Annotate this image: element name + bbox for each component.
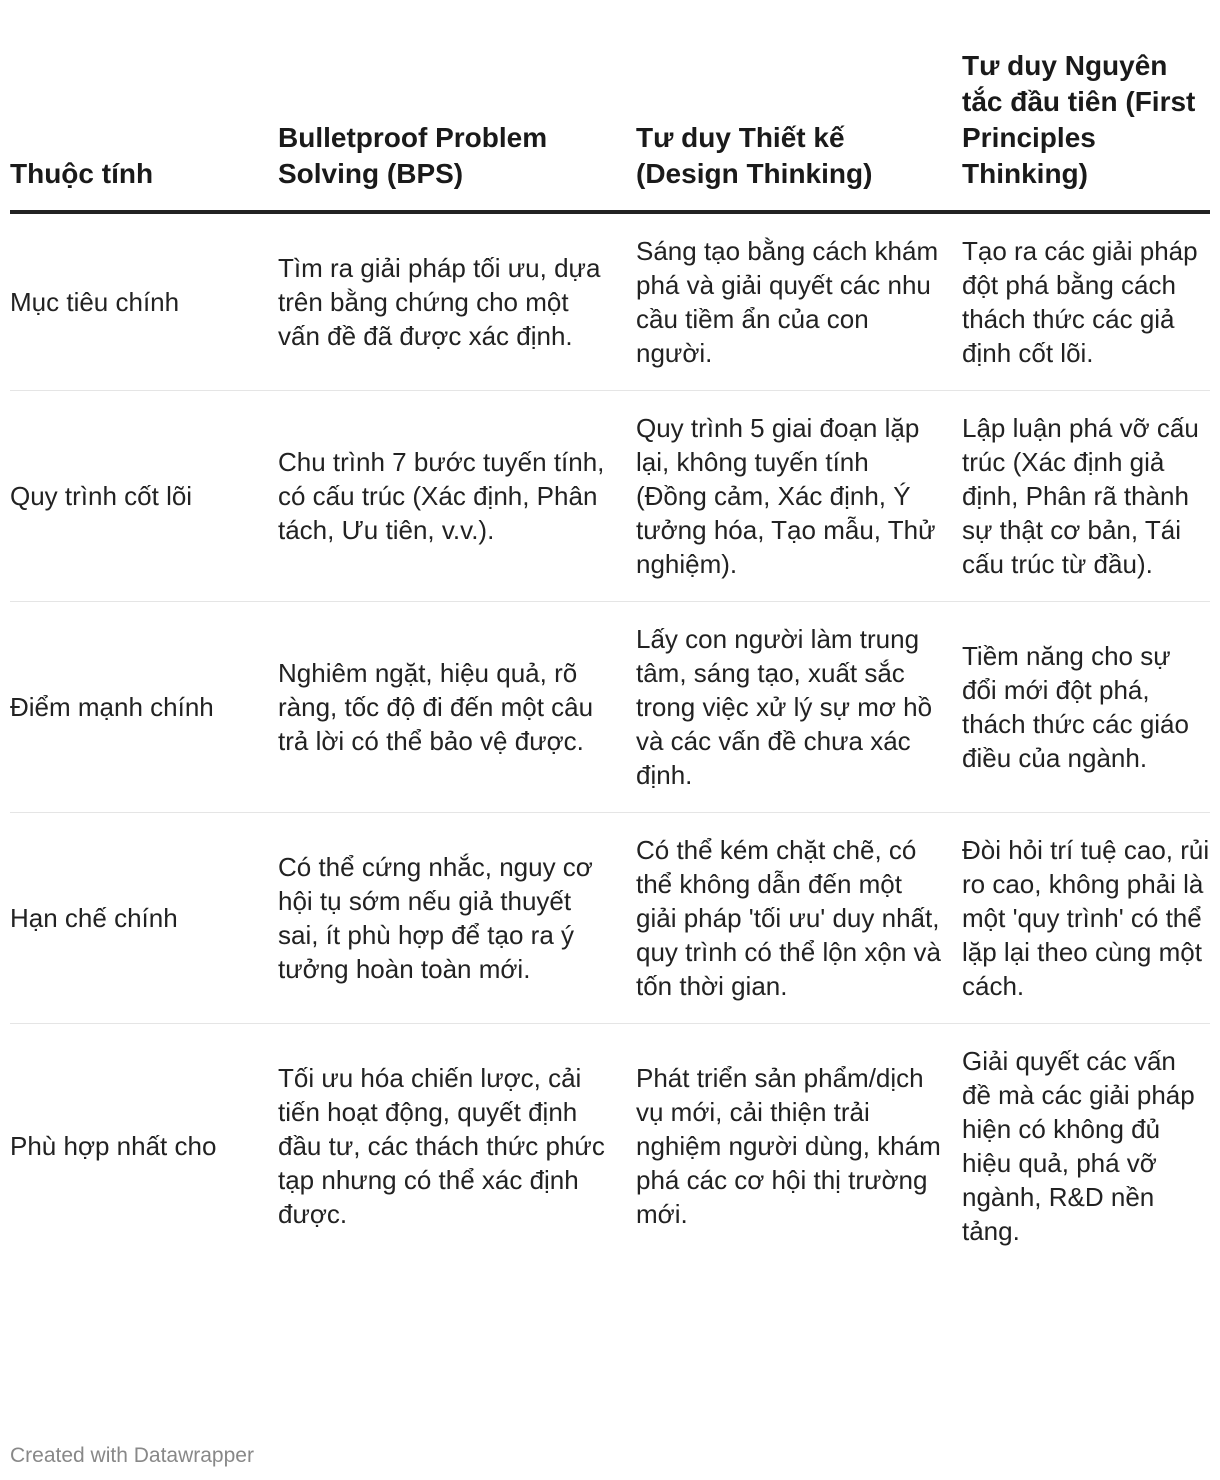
design-thinking-cell: Lấy con người làm trung tâm, sáng tạo, xuất sắc trong việc xử lý sự mơ hồ và các vấn đề chưa xác định. bbox=[636, 602, 962, 813]
table-header-row bbox=[10, 40, 1210, 212]
first-principles-cell: Tiềm năng cho sự đổi mới đột phá, thách thức các giáo điều của ngành. bbox=[962, 602, 1210, 813]
row-attribute-cell: Hạn chế chính bbox=[10, 813, 278, 1024]
bps-cell: Chu trình 7 bước tuyến tính, có cấu trúc (Xác định, Phân tách, Ưu tiên, v.v.). bbox=[278, 391, 636, 602]
column-header-design-thinking: Tư duy Thiết kế (Design Thinking) bbox=[636, 40, 962, 212]
table-row bbox=[10, 813, 1210, 1024]
column-header-attribute: Thuộc tính bbox=[10, 40, 278, 212]
first-principles-cell: Tạo ra các giải pháp đột phá bằng cách thách thức các giả định cốt lõi. bbox=[962, 212, 1210, 391]
row-attribute-cell: Phù hợp nhất cho bbox=[10, 1131, 217, 1161]
comparison-table bbox=[10, 40, 1210, 1268]
row-attribute-cell: Điểm mạnh chính bbox=[10, 602, 278, 813]
first-principles-cell: Lập luận phá vỡ cấu trúc (Xác định giả định, Phân rã thành sự thật cơ bản, Tái cấu trúc từ đầu). bbox=[962, 391, 1210, 602]
column-header-bps: Bulletproof Problem Solving (BPS) bbox=[278, 40, 636, 212]
bps-cell: Tìm ra giải pháp tối ưu, dựa trên bằng chứng cho một vấn đề đã được xác định. bbox=[278, 212, 636, 391]
column-header-first-principles: Tư duy Nguyên tắc đầu tiên (First Principles Thinking) bbox=[962, 40, 1210, 212]
design-thinking-cell: Có thể kém chặt chẽ, có thể không dẫn đến một giải pháp 'tối ưu' duy nhất, quy trình có thể lộn xộn và tốn thời gian. bbox=[636, 813, 962, 1024]
bps-cell: Có thể cứng nhắc, nguy cơ hội tụ sớm nếu giả thuyết sai, ít phù hợp để tạo ra ý tưởng hoàn toàn mới. bbox=[278, 813, 636, 1024]
bps-cell: Nghiêm ngặt, hiệu quả, rõ ràng, tốc độ đi đến một câu trả lời có thể bảo vệ được. bbox=[278, 602, 636, 813]
datawrapper-credit: Created with Datawrapper bbox=[10, 1444, 254, 1467]
design-thinking-cell: Quy trình 5 giai đoạn lặp lại, không tuyến tính (Đồng cảm, Xác định, Ý tưởng hóa, Tạo mẫu, Thử nghiệm). bbox=[636, 391, 962, 602]
first-principles-cell: Đòi hỏi trí tuệ cao, rủi ro cao, không phải là một 'quy trình' có thể lặp lại theo cùng một cách. bbox=[962, 813, 1210, 1024]
row-attribute-cell: Mục tiêu chính bbox=[10, 212, 278, 391]
first-principles-cell: Giải quyết các vấn đề mà các giải pháp hiện có không đủ hiệu quả, phá vỡ ngành, R&D nền tảng. bbox=[962, 1046, 1195, 1246]
table-row bbox=[10, 1024, 1210, 1269]
design-thinking-cell: Sáng tạo bằng cách khám phá và giải quyết các nhu cầu tiềm ẩn của con người. bbox=[636, 212, 962, 391]
row-attribute-cell: Quy trình cốt lõi bbox=[10, 391, 278, 602]
design-thinking-cell: Phát triển sản phẩm/dịch vụ mới, cải thiện trải nghiệm người dùng, khám phá các cơ hội thị trường mới. bbox=[636, 1063, 941, 1229]
bps-cell: Tối ưu hóa chiến lược, cải tiến hoạt động, quyết định đầu tư, các thách thức phức tạp nhưng có thể xác định được. bbox=[278, 1063, 605, 1229]
table-row bbox=[10, 391, 1210, 602]
table-row bbox=[10, 602, 1210, 813]
table-row bbox=[10, 212, 1210, 391]
